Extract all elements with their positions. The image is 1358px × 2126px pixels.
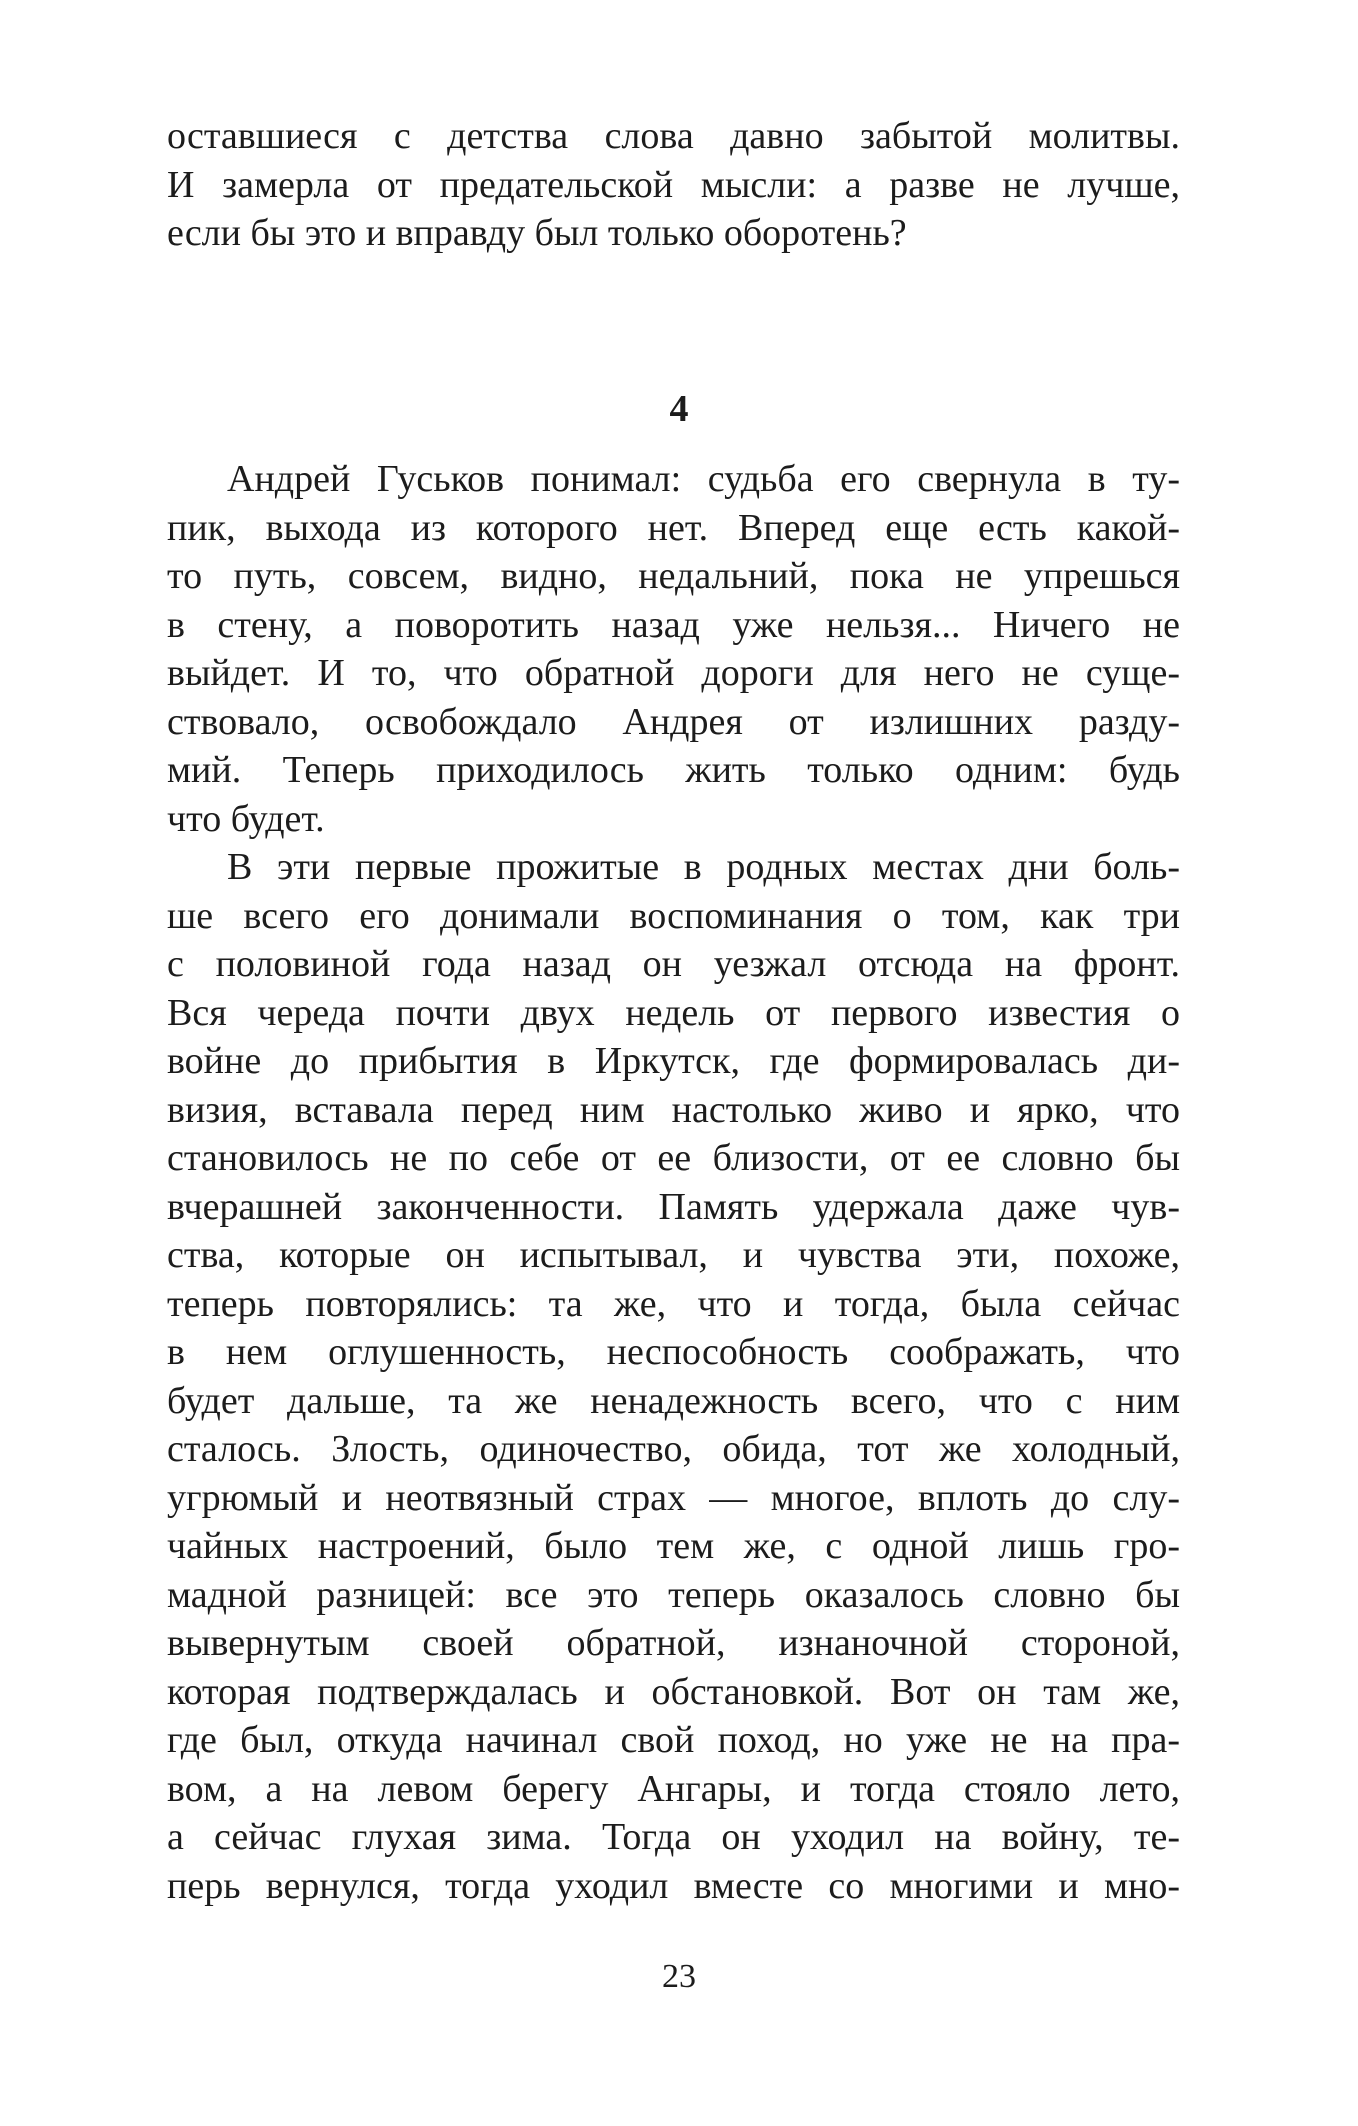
- text-line: вчерашней законченности. Память удержала даже чув-: [167, 1185, 1180, 1228]
- text-line: если бы это и вправду был только оборотень?: [167, 212, 907, 254]
- text-line: сталось. Злость, одиночество, обида, тот же холодный,: [167, 1428, 1180, 1470]
- text-line: ства, которые он испытывал, и чувства эти, похоже,: [167, 1234, 1180, 1276]
- paragraph-2: [167, 843, 1180, 1910]
- continued-paragraph: [167, 112, 1180, 258]
- text-line: ше всего его донимали воспоминания о том, как три: [167, 894, 1180, 937]
- text-line: теперь повторялись: та же, что и тогда, была сейчас: [167, 1282, 1180, 1325]
- text-line: с половиной года назад он уезжал отсюда на фронт.: [167, 943, 1180, 985]
- text-line: ствовало, освобождало Андрея от излишних разду-: [167, 700, 1180, 743]
- text-line: а сейчас глухая зима. Тогда он уходил на войну, те-: [167, 1816, 1180, 1858]
- text-line: Вся череда почти двух недель от первого известия о: [167, 991, 1180, 1034]
- text-line: вом, а на левом берегу Ангары, и тогда стояло лето,: [167, 1767, 1180, 1810]
- text-line: мий. Теперь приходилось жить только одним: будь: [167, 749, 1180, 791]
- text-line: угрюмый и неотвязный страх — многое, вплоть до слу-: [167, 1476, 1180, 1519]
- text-line: пик, выхода из которого нет. Вперед еще есть какой-: [167, 506, 1180, 549]
- text-line: войне до прибытия в Иркутск, где формировалась ди-: [167, 1040, 1180, 1082]
- text-line: В эти первые прожитые в родных местах дни боль-: [227, 846, 1180, 888]
- text-line: вывернутым своей обратной, изнаночной стороной,: [167, 1622, 1180, 1664]
- chapter-number: 4: [669, 388, 689, 430]
- text-line: чайных настроений, было тем же, с одной лишь гро-: [167, 1525, 1180, 1567]
- text-line: выйдет. И то, что обратной дороги для него не суще-: [167, 652, 1180, 694]
- text-line: перь вернулся, тогда уходил вместе со многими и мно-: [167, 1864, 1180, 1907]
- page-number: 23: [662, 1958, 696, 1995]
- text-line: будет дальше, та же ненадежность всего, что с ним: [167, 1379, 1180, 1422]
- text-line: что будет.: [167, 797, 325, 840]
- text-line: становилось не по себе от ее близости, от ее словно бы: [167, 1137, 1180, 1179]
- text-line: то путь, совсем, видно, недальний, пока не упрешься: [167, 555, 1180, 597]
- chapter-body: [167, 455, 1180, 1910]
- text-line: в нем оглушенность, неспособность соображать, что: [167, 1331, 1180, 1373]
- text-line: И замерла от предательской мысли: а разве не лучше,: [167, 163, 1180, 206]
- text-line: в стену, а поворотить назад уже нельзя... Ничего не: [167, 603, 1180, 646]
- text-line: оставшиеся с детства слова давно забытой молитвы.: [167, 115, 1180, 157]
- paragraph-1: [167, 455, 1180, 843]
- text-line: где был, откуда начинал свой поход, но уже не на пра-: [167, 1719, 1180, 1761]
- text-line: которая подтверждалась и обстановкой. Вот он там же,: [167, 1670, 1180, 1713]
- text-line: визия, вставала перед ним настолько живо и ярко, что: [167, 1088, 1180, 1131]
- text-line: мадной разницей: все это теперь оказалось словно бы: [167, 1573, 1180, 1616]
- text-line: Андрей Гуськов понимал: судьба его свернула в ту-: [227, 458, 1180, 500]
